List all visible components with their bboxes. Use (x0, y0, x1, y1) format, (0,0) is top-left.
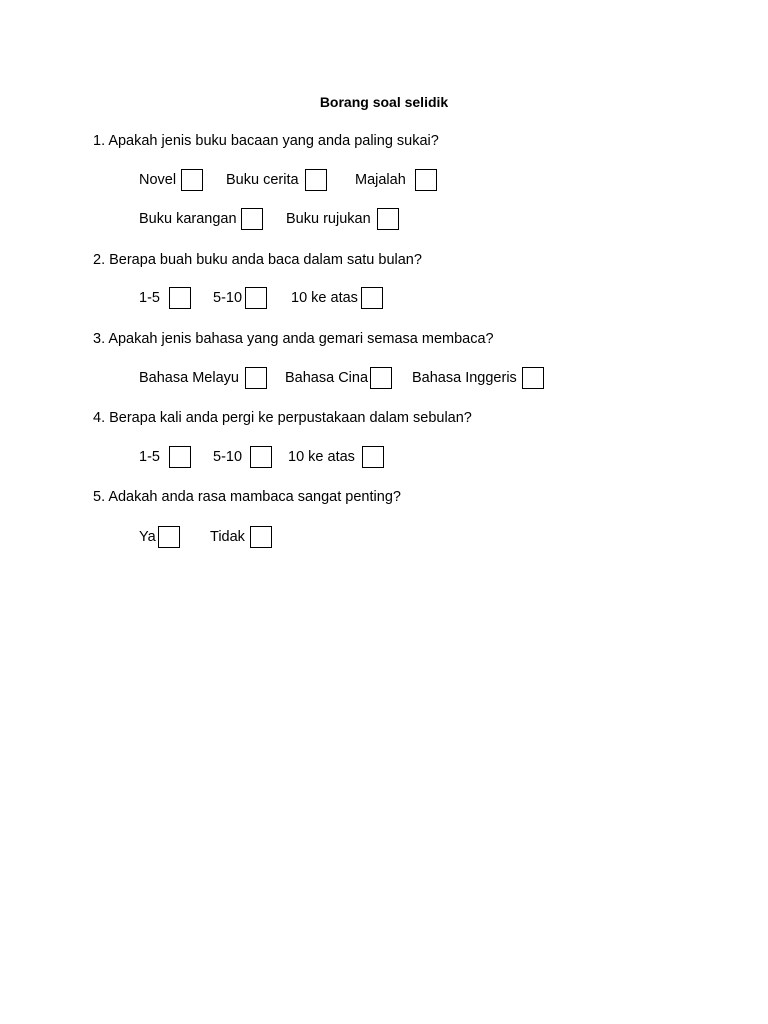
question-3: 3. Apakah jenis bahasa yang anda gemari semasa membaca? (93, 331, 494, 347)
checkbox-novel[interactable] (181, 169, 203, 191)
checkbox-bahasa-inggeris[interactable] (522, 367, 544, 389)
option-label: Bahasa Inggeris (412, 370, 517, 386)
option-label: Tidak (210, 529, 245, 545)
option-label: Buku karangan (139, 211, 237, 227)
checkbox-visits-10-plus[interactable] (362, 446, 384, 468)
option-label: Majalah (355, 172, 406, 188)
option-visits-5-10 (213, 445, 272, 469)
option-buku-rujukan (286, 207, 399, 231)
option-visits-1-5 (139, 445, 191, 469)
checkbox-majalah[interactable] (415, 169, 437, 191)
option-label: Bahasa Cina (285, 370, 369, 386)
option-bahasa-inggeris (412, 366, 544, 390)
checkbox-bahasa-melayu[interactable] (245, 367, 267, 389)
option-bahasa-cina (285, 366, 392, 390)
checkbox-books-10-plus[interactable] (361, 287, 383, 309)
option-visits-10-plus (288, 445, 384, 469)
option-label: Bahasa Melayu (139, 370, 239, 386)
option-books-5-10 (213, 286, 267, 310)
option-label: Novel (139, 172, 177, 188)
checkbox-books-1-5[interactable] (169, 287, 191, 309)
option-ya (139, 525, 180, 549)
option-tidak (210, 525, 272, 549)
question-5: 5. Adakah anda rasa mambaca sangat penting? (93, 489, 401, 505)
checkbox-books-5-10[interactable] (245, 287, 267, 309)
option-label: 10 ke atas (288, 449, 355, 465)
option-buku-karangan (139, 207, 263, 231)
option-label: 10 ke atas (291, 290, 358, 306)
question-4: 4. Berapa kali anda pergi ke perpustakaan dalam sebulan? (93, 410, 472, 426)
form-title: Borang soal selidik (319, 94, 449, 110)
option-label: 1-5 (139, 290, 160, 306)
checkbox-buku-cerita[interactable] (305, 169, 327, 191)
option-majalah (355, 168, 437, 192)
option-label: Buku rujukan (286, 211, 371, 227)
option-label: 5-10 (213, 290, 243, 306)
checkbox-visits-5-10[interactable] (250, 446, 272, 468)
question-2: 2. Berapa buah buku anda baca dalam satu bulan? (93, 252, 422, 268)
checkbox-bahasa-cina[interactable] (370, 367, 392, 389)
question-1: 1. Apakah jenis buku bacaan yang anda paling sukai? (93, 133, 439, 149)
option-label: Ya (139, 529, 156, 545)
checkbox-buku-karangan[interactable] (241, 208, 263, 230)
option-books-10-plus (291, 286, 383, 310)
checkbox-visits-1-5[interactable] (169, 446, 191, 468)
checkbox-ya[interactable] (158, 526, 180, 548)
option-novel (139, 168, 203, 192)
option-label: 1-5 (139, 449, 160, 465)
option-label: 5-10 (213, 449, 243, 465)
checkbox-buku-rujukan[interactable] (377, 208, 399, 230)
option-buku-cerita (226, 168, 327, 192)
option-books-1-5 (139, 286, 191, 310)
checkbox-tidak[interactable] (250, 526, 272, 548)
option-label: Buku cerita (226, 172, 299, 188)
option-bahasa-melayu (139, 366, 267, 390)
